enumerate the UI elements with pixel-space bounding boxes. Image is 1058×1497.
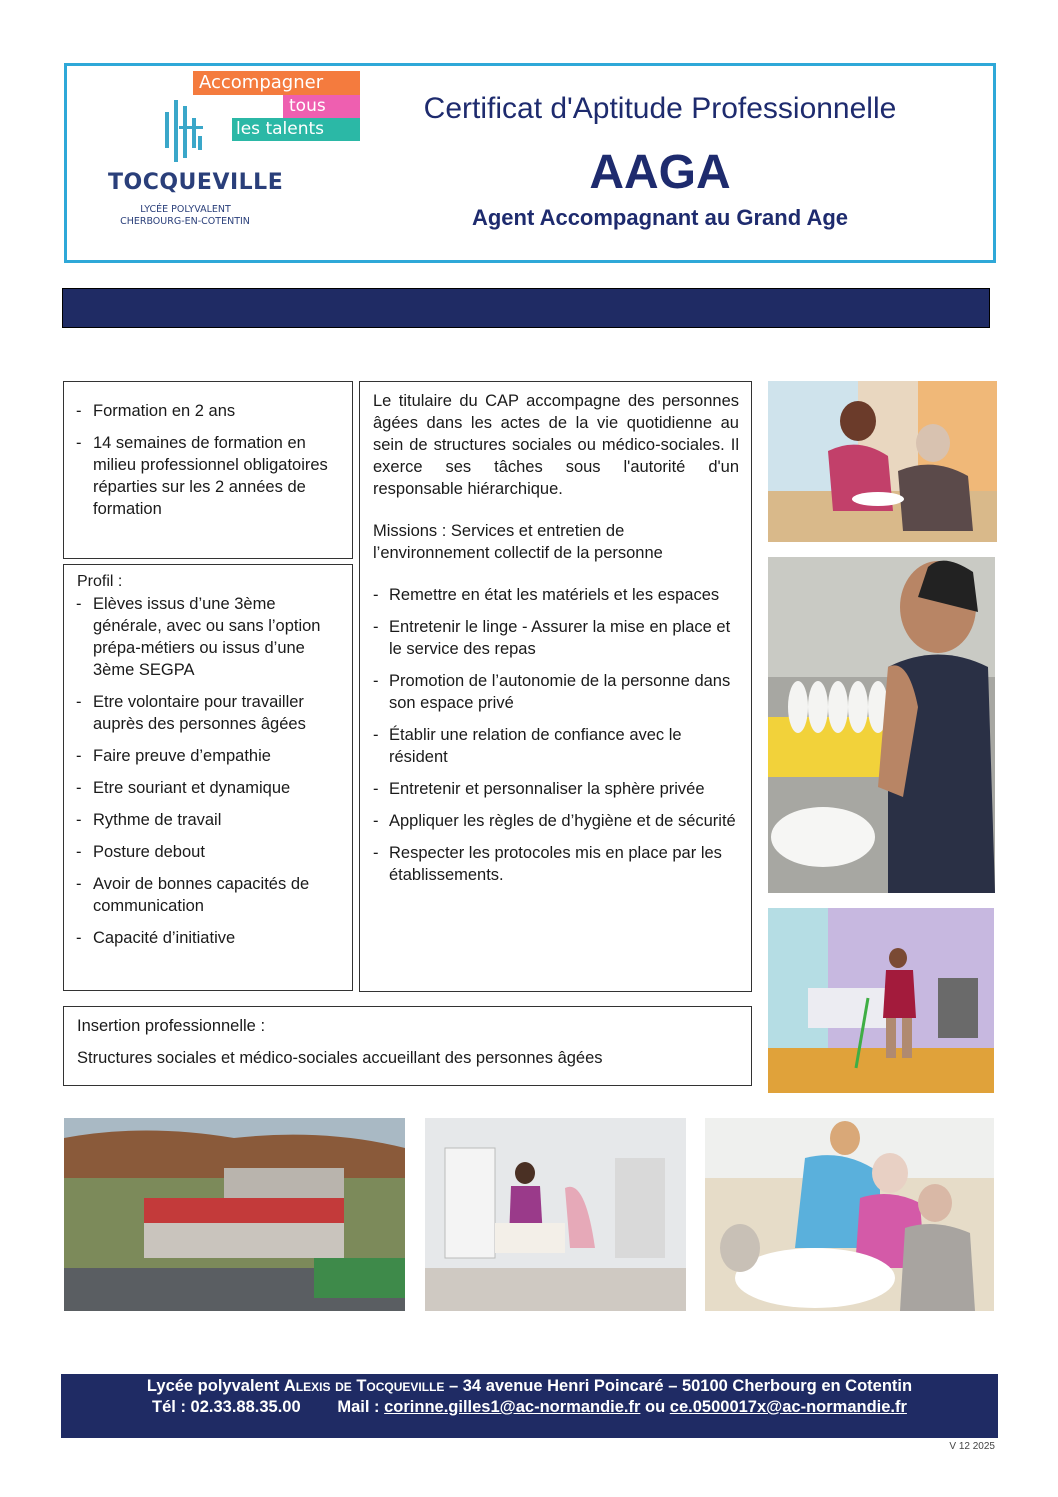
logo-subtitle-1: LYCÉE POLYVALENT bbox=[140, 204, 231, 215]
logo-subtitle-2: CHERBOURG-EN-COTENTIN bbox=[120, 216, 250, 227]
missions-intro: Le titulaire du CAP accompagne des personnes âgées dans les actes de la vie quotidienne au sein de structures sociales ou médico-sociales. Il exerce ses tâches sous l'autorité d'un responsable hiérarchique. bbox=[373, 392, 739, 498]
formation-box bbox=[63, 381, 353, 559]
list-item: - Formation en 2 ans bbox=[64, 400, 342, 422]
photo-dishwashing bbox=[768, 557, 995, 893]
list-item: - 14 semaines de formation en milieu professionnel obligatoires réparties sur les 2 années de formation bbox=[64, 432, 342, 520]
footer-address: – 34 avenue Henri Poincaré – 50100 Cherbourg en Cotentin bbox=[449, 1377, 913, 1395]
tocqueville-logo-icon bbox=[165, 98, 205, 164]
profil-box bbox=[63, 564, 353, 991]
logo-slogan-line-1: Accompagner bbox=[193, 71, 360, 95]
insertion-text: Structures sociales et médico-sociales accueillant des personnes âgées bbox=[77, 1049, 603, 1067]
list-item: - Etre souriant et dynamique bbox=[64, 777, 342, 799]
list-item: - Promotion de l’autonomie de la personne dans son espace privé bbox=[373, 670, 739, 714]
list-item: - Remettre en état les matériels et les espaces bbox=[373, 584, 739, 606]
footer-school-prefix: Lycée polyvalent bbox=[146, 1377, 280, 1395]
profil-label: Profil : bbox=[77, 573, 123, 590]
list-item: - Rythme de travail bbox=[64, 809, 342, 831]
list-item: - Elèves issus d’une 3ème générale, avec ou sans l’option prépa-métiers ou issus d’une 3ème SEGPA bbox=[64, 593, 342, 681]
certificate-title: Certificat d'Aptitude Professionnelle bbox=[423, 92, 897, 125]
list-item: - Appliquer les règles de d’hygiène et de sécurité bbox=[373, 810, 739, 832]
diploma-full-name: Agent Accompagnant au Grand Age bbox=[471, 205, 849, 230]
photo-residents-dining bbox=[705, 1118, 994, 1311]
list-item: - Etre volontaire pour travailler auprès des personnes âgées bbox=[64, 691, 342, 735]
logo-slogan-line-3: les talents bbox=[232, 118, 360, 141]
missions-box bbox=[359, 381, 752, 992]
insertion-box bbox=[63, 1006, 752, 1086]
list-item: - Posture debout bbox=[64, 841, 342, 863]
missions-heading: Missions : Services et entretien de l’environnement collectif de la personne bbox=[373, 522, 663, 562]
list-item: - Entretenir et personnaliser la sphère privée bbox=[373, 778, 739, 800]
version-label: V 12 2025 bbox=[949, 1441, 995, 1452]
email-link-1[interactable]: corinne.gilles1@ac-normandie.fr bbox=[384, 1398, 641, 1416]
footer-mail-label: Mail : bbox=[337, 1398, 380, 1416]
footer-or: ou bbox=[645, 1398, 666, 1416]
title-banner bbox=[62, 288, 990, 328]
list-item: - Avoir de bonnes capacités de communication bbox=[64, 873, 342, 917]
photo-laundry-room bbox=[425, 1118, 686, 1311]
photo-school-aerial bbox=[64, 1118, 405, 1311]
photo-room-cleaning bbox=[768, 908, 994, 1093]
list-item: - Respecter les protocoles mis en place par les établissements. bbox=[373, 842, 739, 886]
insertion-label: Insertion professionnelle : bbox=[77, 1017, 266, 1035]
list-item: - Entretenir le linge - Assurer la mise en place et le service des repas bbox=[373, 616, 739, 660]
logo-name: TOCQUEVILLE bbox=[108, 170, 284, 195]
list-item: - Faire preuve d’empathie bbox=[64, 745, 342, 767]
logo-slogan-line-2: tous bbox=[283, 95, 360, 118]
list-item: - Capacité d’initiative bbox=[64, 927, 342, 949]
photo-caregiver-meal bbox=[768, 381, 997, 542]
contact-footer bbox=[61, 1374, 998, 1438]
footer-phone: Tél : 02.33.88.35.00 bbox=[152, 1398, 301, 1416]
email-link-2[interactable]: ce.0500017x@ac-normandie.fr bbox=[669, 1398, 907, 1416]
list-item: - Établir une relation de confiance avec le résident bbox=[373, 724, 739, 768]
footer-school-name: Alexis de Tocqueville bbox=[283, 1377, 445, 1395]
diploma-acronym: AAGA bbox=[589, 146, 731, 199]
